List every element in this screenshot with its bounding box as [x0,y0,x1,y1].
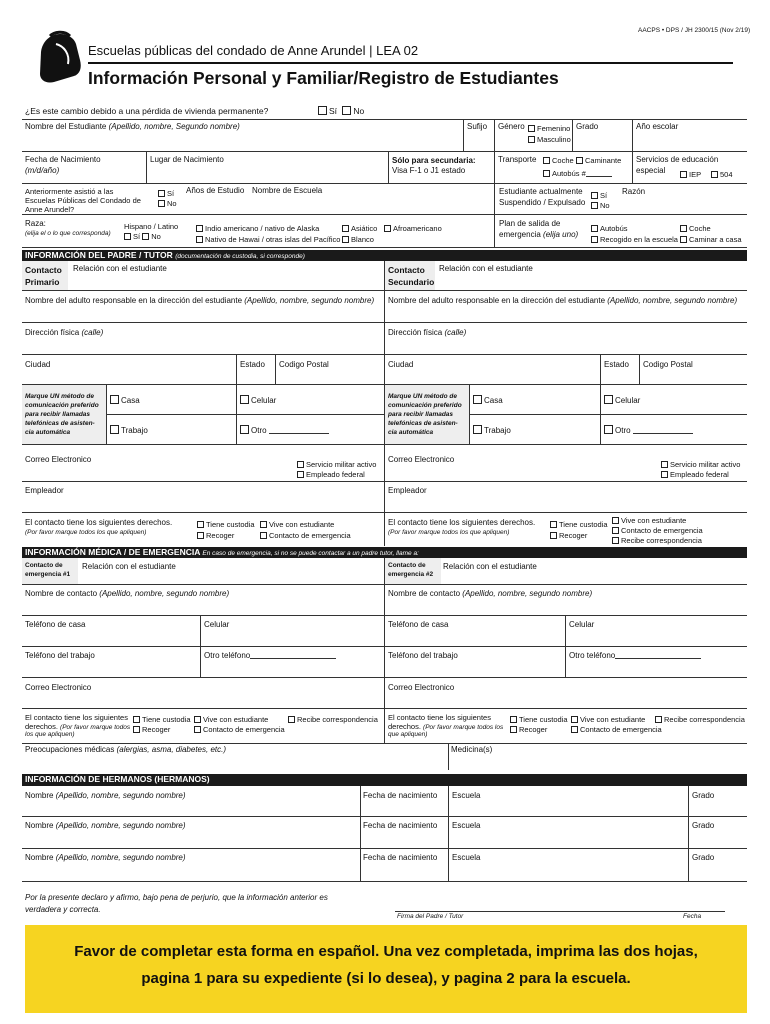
contact-2-emergency-checkbox[interactable] [571,726,578,733]
contact-2-pickup-checkbox[interactable] [510,726,517,733]
primary-adult-name: Nombre del adulto responsable en la dirección del estudiante (Apellido, nombre, segundo nombre) [25,296,375,305]
contact-1-emergency-checkbox[interactable] [194,726,201,733]
secondary-adult-name: Nombre del adulto responsable en la dirección del estudiante (Apellido, nombre, segundo nombre) [388,296,738,305]
contact-2-mail-checkbox[interactable] [655,716,662,723]
medicine-label: Medicina(s) [451,745,493,754]
secondary-federal-checkbox[interactable] [661,471,668,478]
sibling-2-name: Nombre (Apellido, nombre, segundo nombre) [25,821,186,830]
housing-question: ¿Es este cambio debido a una pérdida de vivienda permanente? [25,106,269,116]
logo-icon [36,30,84,86]
secondary-other-checkbox[interactable] [604,425,613,434]
secondary-military-checkbox[interactable] [661,461,668,468]
contact-2-name: Nombre de contacto (Apellido, nombre, segundo nombre) [388,589,593,598]
contact-1-lives-checkbox[interactable] [194,716,201,723]
secondary-work-checkbox[interactable] [473,425,482,434]
signature-line[interactable] [395,911,725,912]
housing-yes-checkbox[interactable] [318,106,327,115]
exit-bus-checkbox[interactable] [591,225,598,232]
primary-rights-label: El contacto tiene los siguientes derechos. [25,518,173,527]
primary-address: Dirección física (calle) [25,328,104,337]
secondary-other-field[interactable] [633,426,693,434]
medical-section-bar: INFORMACIÓN MÉDICA / DE EMERGENCIA En caso de emergencia, si no se puede contactar a un padre tutor, llame a: [22,547,747,558]
primary-contact-label: Contacto [25,265,62,275]
contact-2-custody-checkbox[interactable] [510,716,517,723]
housing-options: Sí No [318,106,364,116]
walker-checkbox[interactable] [576,157,583,164]
contact-1-rights-label: El contacto tiene los siguientes [25,713,128,722]
contact-2-lives-checkbox[interactable] [571,716,578,723]
school-name-label: Nombre de Escuela [252,186,323,195]
signature-label: Firma del Padre / Tutor [397,913,464,920]
contact-1-mail-checkbox[interactable] [288,716,295,723]
secondary-contact-label: Contacto [388,265,425,275]
contact-2-rights-label: El contacto tiene los siguientes [388,713,491,722]
previous-no-checkbox[interactable] [158,200,165,207]
gender-female: Femenino [528,124,570,133]
contact-2-other-phone-field[interactable] [615,651,701,659]
primary-pickup-checkbox[interactable] [197,532,204,539]
exit-pickup-checkbox[interactable] [591,236,598,243]
primary-federal-checkbox[interactable] [297,471,304,478]
suffix-label: Sufijo [467,122,488,131]
hispanic-no-checkbox[interactable] [142,233,149,240]
primary-other-checkbox[interactable] [240,425,249,434]
primary-lives-checkbox[interactable] [260,521,267,528]
secondary-emergency-checkbox[interactable] [612,527,619,534]
student-name-label: Nombre del Estudiante (Apellido, nombre, Segundo nombre) [25,122,240,131]
dob-format: (m/d/año) [25,166,60,175]
bus-number-field[interactable] [586,169,612,177]
race-label: Raza: [25,219,46,228]
primary-cell-checkbox[interactable] [240,395,249,404]
iep-checkbox[interactable] [680,171,687,178]
secondary-relation-label: Relación con el estudiante [439,264,533,273]
secondary-pickup-checkbox[interactable] [550,532,557,539]
secondary-mail-checkbox[interactable] [612,537,619,544]
bus-checkbox[interactable] [543,170,550,177]
secondary-home-checkbox[interactable] [473,395,482,404]
female-checkbox[interactable] [528,125,535,132]
emergency-contact-2-label: Contacto de [388,562,426,569]
primary-emergency-checkbox[interactable] [260,532,267,539]
contact-1-name: Nombre de contacto (Apellido, nombre, segundo nombre) [25,589,230,598]
contact-1-pickup-checkbox[interactable] [133,726,140,733]
secondary-employer: Empleador [388,486,427,495]
page-title: Información Personal y Familiar/Registro de Estudiantes [88,68,559,88]
special-ed-label: Servicios de educación [636,155,719,164]
asian-checkbox[interactable] [342,225,349,232]
secondary-rights-label: El contacto tiene los siguientes derechos. [388,518,536,527]
secondary-only-label: Sólo para secundaria: [392,156,476,165]
contact-1-other-phone-field[interactable] [250,651,336,659]
transport-label: Transporte [498,155,537,164]
suspended-label: Estudiante actualmente [499,187,583,196]
reason-label: Razón [622,187,646,196]
hawaiian-checkbox[interactable] [196,236,203,243]
hispanic-label: Hispano / Latino [124,222,179,231]
504-checkbox[interactable] [711,171,718,178]
medical-concerns-label: Preocupaciones médicas (alergias, asma, diabetes, etc.) [25,745,227,754]
secondary-cell-checkbox[interactable] [604,395,613,404]
grade-label: Grado [576,122,599,131]
male-checkbox[interactable] [528,136,535,143]
previous-yes-checkbox[interactable] [158,190,165,197]
primary-military-checkbox[interactable] [297,461,304,468]
gender-male: Masculino [528,135,571,144]
exit-car-checkbox[interactable] [680,225,687,232]
header-rule [88,62,733,64]
suspended-no-checkbox[interactable] [591,202,598,209]
sibling-1-name: Nombre (Apellido, nombre, segundo nombre) [25,791,186,800]
emergency-contact-1-label: Contacto de [25,562,63,569]
declaration-text: Por la presente declaro y afirmo, bajo pena de perjurio, que la información anterior es [25,893,328,902]
suspended-yes-checkbox[interactable] [591,192,598,199]
dob-label: Fecha de Nacimiento [25,155,101,164]
parent-section-bar: INFORMACIÓN DEL PADRE / TUTOR (documentación de custodia, si corresponde) [22,250,747,261]
secondary-lives-checkbox[interactable] [612,517,619,524]
contact-1-custody-checkbox[interactable] [133,716,140,723]
gender-label: Género [498,122,525,131]
birthplace-label: Lugar de Nacimiento [150,155,224,164]
years-label: Años de Estudio [186,186,245,195]
district-subtitle: Escuelas públicas del condado de Anne Arundel | LEA 02 [88,43,419,58]
previous-school-label: Anteriormente asistió a las [25,187,114,196]
instructions-line-2: pagina 1 para su expediente (si lo desea), y pagina 2 para la escuela. [141,970,631,987]
sibling-3-name: Nombre (Apellido, nombre, segundo nombre) [25,853,186,862]
secondary-city: Ciudad [388,360,414,369]
car-checkbox[interactable] [543,157,550,164]
housing-no-checkbox[interactable] [342,106,351,115]
secondary-email: Correo Electronico [388,455,455,464]
white-checkbox[interactable] [342,236,349,243]
form-code: AACPS • DPS / JH 2300/15 (Nov 2/19) [638,27,751,34]
primary-email: Correo Electronico [25,455,92,464]
exit-plan-label: Plan de salida de [499,219,561,228]
school-year-label: Año escolar [636,122,679,131]
amer-indian-checkbox[interactable] [196,225,203,232]
primary-other-field[interactable] [269,426,329,434]
visa-label: Visa F-1 o J1 estado [392,166,466,175]
instructions-banner [25,925,747,1013]
exit-walk-checkbox[interactable] [680,236,687,243]
primary-city: Ciudad [25,360,51,369]
primary-relation-label: Relación con el estudiante [73,264,167,273]
secondary-method-label: Marque UN método de [388,393,457,400]
primary-employer: Empleador [25,486,64,495]
primary-work-checkbox[interactable] [110,425,119,434]
secondary-address: Dirección física (calle) [388,328,467,337]
primary-custody-checkbox[interactable] [197,521,204,528]
date-label: Fecha [683,913,702,920]
primary-method-label: Marque UN método de [25,393,94,400]
secondary-custody-checkbox[interactable] [550,521,557,528]
siblings-section-bar: INFORMACIÓN DE HERMANOS (HERMANOS) [22,774,747,786]
instructions-line-1: Favor de completar esta forma en español. Una vez completada, imprima las dos hojas, [74,943,698,960]
african-american-checkbox[interactable] [384,225,391,232]
primary-home-checkbox[interactable] [110,395,119,404]
hispanic-yes-checkbox[interactable] [124,233,131,240]
